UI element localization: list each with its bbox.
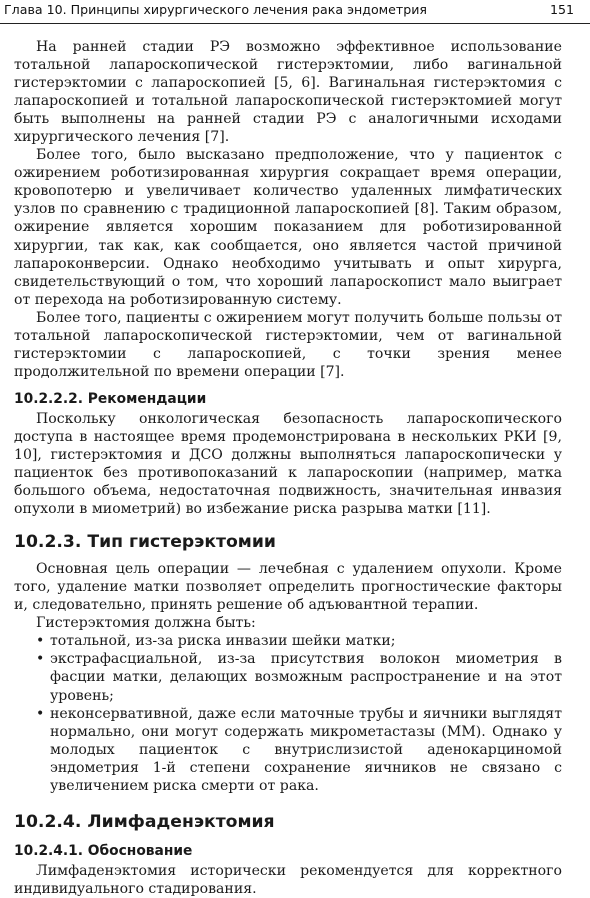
paragraph-recommendations: Поскольку онкологическая безопасность лапароскопического доступа в настоящее время продемонстрирована в нескольких РКИ [9, 10], гистерэктомия и ДСО должны выполняться лапароскопически у пациенток без противопоказаний к лапароскопии (например, матка большого объема, недостаточная подвижность, значительная инвазия опухоли в миометрий) во избежание риска разрыва матки [11]. xyxy=(14,410,562,518)
paragraph-robotic-surgery-obesity: Более того, было высказано предположение, что у пациенток с ожирением роботизированная хирургия сокращает время операции, кровопотерю и увеличивает количество удаленных лимфатических узлов по сравнению с традиционной лапароскопией [8]. Таким образом, ожирение является хорошим показанием для роботизированной хирургии, так как, как сообщается, оно является частой причиной лапароконверсии. Однако необходимо учитывать и опыт хирурга, свидетельствующий о том, что хороший лапароскопист мало выиграет от перехода на роботизированную систему. xyxy=(14,147,562,308)
heading-10-2-4: 10.2.4. Лимфаденэктомия xyxy=(14,811,275,832)
chapter-title: Глава 10. Принципы хирургического лечения рака эндометрия xyxy=(4,2,427,17)
running-header xyxy=(4,2,574,22)
list-item xyxy=(36,632,562,650)
paragraph-laparoscopy-early-stage: На ранней стадии РЭ возможно эффективное использование тотальной лапароскопической гистерэктомии, либо вагинальной гистерэктомии с лапароскопией [5, 6]. Вагинальная гистерэктомия с лапароскопией и тотальной лапароскопической гистерэктомией могут быть выполнены на ранней стадии РЭ с аналогичными исходами хирургического лечения [7]. xyxy=(14,39,562,146)
list-item-text: экстрафасциальной, из-за присутствия волокон миометрия в фасции матки, делающих возможным распространение и на этот уровень; xyxy=(50,651,562,704)
list-item xyxy=(36,705,562,795)
bullet-icon: • xyxy=(36,705,45,722)
bullet-icon: • xyxy=(36,651,45,668)
bullet-icon: • xyxy=(36,633,45,650)
page-content xyxy=(14,38,562,898)
header-rule xyxy=(0,23,590,24)
paragraph-obese-patients-benefit: Более того, пациенты с ожирением могут получить больше пользы от тотальной лапароскопической гистерэктомии, чем от вагинальной гистерэктомии с лапароскопией, с точки зрения менее продолжительной по времени операции [7]. xyxy=(14,309,562,380)
list-item-text: неконсервативной, даже если маточные трубы и яичники выглядят нормально, они могут содержать микрометастазы (ММ). Однако у молодых пациенток с внутрислизистой аденокарциномой эндометрия 1-й степени сохранение яичников не связано с увеличением риска смерти от рака. xyxy=(50,705,562,794)
paragraph-lymphadenectomy-rationale: Лимфаденэктомия исторически рекомендуется для корректного индивидуального стадирования. xyxy=(14,862,562,897)
list-item-text: тотальной, из-за риска инвазии шейки матки; xyxy=(50,633,396,650)
paragraph-operation-goal: Основная цель операции — лечебная с удалением опухоли. Кроме того, удаление матки позволяет определить прогностические факторы и, следовательно, принять решение об адъювантной терапии. xyxy=(14,561,562,614)
paragraph-hysterectomy-must-be: Гистерэктомия должна быть: xyxy=(36,615,256,632)
hysterectomy-requirements-list xyxy=(14,632,562,794)
page-number: 151 xyxy=(549,2,574,17)
heading-10-2-2-2: 10.2.2.2. Рекомендации xyxy=(14,390,207,407)
heading-10-2-3: 10.2.3. Тип гистерэктомии xyxy=(14,532,276,553)
list-item xyxy=(36,650,562,704)
heading-10-2-4-1: 10.2.4.1. Обоснование xyxy=(14,842,193,859)
